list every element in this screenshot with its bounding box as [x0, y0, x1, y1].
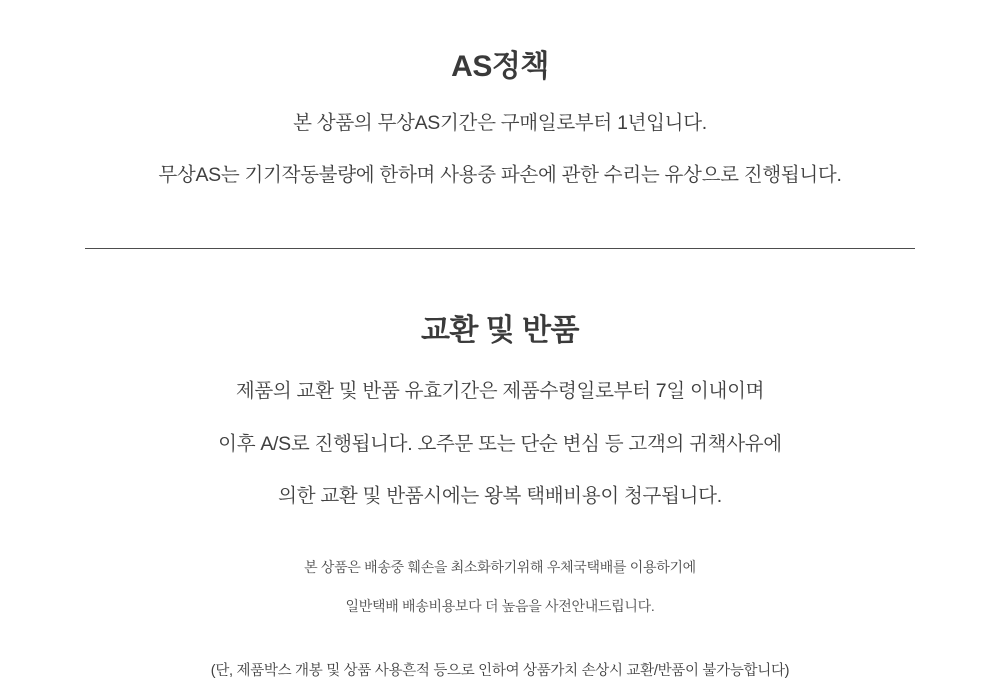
exchange-return-line-1: 제품의 교환 및 반품 유효기간은 제품수령일로부터 7일 이내이며 [235, 380, 765, 403]
exchange-return-line-3: 의한 교환 및 반품시에는 왕복 택배비용이 청구됩니다. [278, 485, 722, 508]
section-divider-wrap [0, 248, 1000, 249]
as-policy-title: AS정책 [451, 49, 549, 83]
shipping-notice-block [0, 555, 1000, 619]
shipping-notice-line-2: 일반택배 배송비용보다 더 높음을 사전안내드립니다. [345, 598, 655, 615]
exchange-return-title: 교환 및 반품 [420, 314, 580, 348]
as-policy-line-2: 무상AS는 기기작동불량에 한하며 사용중 파손에 관한 수리는 유상으로 진행됩니다. [158, 164, 842, 187]
exchange-return-line-2: 이후 A/S로 진행됩니다. 오주문 또는 단순 변심 등 고객의 귀책사유에 [218, 432, 782, 455]
exchange-return-footnote: (단, 제품박스 개봉 및 상품 사용흔적 등으로 인하여 상품가치 손상시 교환/반품이 불가능합니다) [210, 663, 790, 680]
footnote-block [0, 659, 1000, 683]
as-policy-line-1: 본 상품의 무상AS기간은 구매일로부터 1년입니다. [293, 111, 707, 134]
section-divider [85, 248, 915, 249]
as-policy-section [0, 0, 1000, 192]
shipping-notice-line-1: 본 상품은 배송중 훼손을 최소화하기위해 우체국택배를 이용하기에 [304, 559, 696, 576]
exchange-return-section [0, 305, 1000, 683]
